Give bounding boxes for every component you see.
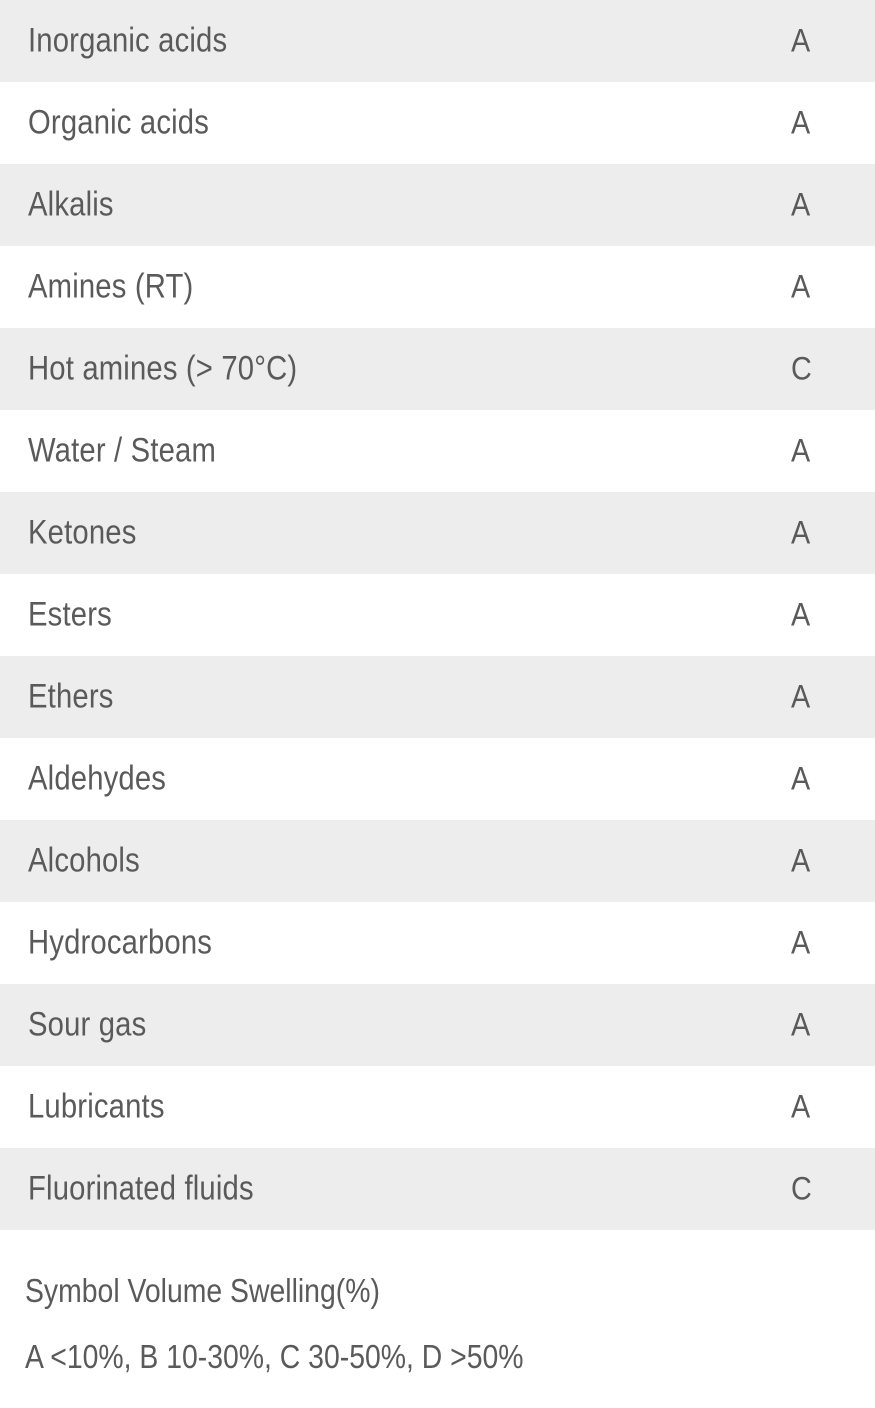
medium-name: Alcohols (28, 841, 140, 880)
table-row (0, 246, 875, 328)
resistance-rating: A (791, 104, 811, 141)
resistance-rating: A (791, 268, 811, 305)
medium-name: Hydrocarbons (28, 923, 213, 962)
resistance-rating: A (791, 1088, 811, 1125)
medium-name: Ketones (28, 513, 137, 552)
table-row (0, 164, 875, 246)
medium-name: Fluorinated fluids (28, 1169, 254, 1208)
resistance-rating: A (791, 186, 811, 223)
table-row (0, 410, 875, 492)
table-row (0, 82, 875, 164)
resistance-rating: A (791, 22, 811, 59)
medium-name: Sour gas (28, 1005, 147, 1044)
medium-name: Hot amines (> 70°C) (28, 349, 298, 388)
table-row (0, 574, 875, 656)
resistance-rating: A (791, 1006, 811, 1043)
table-row (0, 820, 875, 902)
resistance-rating: A (791, 432, 811, 469)
medium-name: Water / Steam (28, 431, 217, 470)
resistance-rating: A (791, 596, 811, 633)
medium-name: Amines (RT) (28, 267, 194, 306)
resistance-rating: A (791, 760, 811, 797)
medium-name: Inorganic acids (28, 21, 228, 60)
table-row (0, 1148, 875, 1230)
table-row (0, 738, 875, 820)
medium-name: Alkalis (28, 185, 114, 224)
resistance-rating: A (791, 842, 811, 879)
resistance-rating: C (791, 350, 812, 387)
table-row (0, 492, 875, 574)
table-row (0, 328, 875, 410)
resistance-rating: A (791, 514, 811, 551)
resistance-rating: A (791, 678, 811, 715)
table-row (0, 902, 875, 984)
medium-name: Lubricants (28, 1087, 165, 1126)
medium-name: Ethers (28, 677, 114, 716)
resistance-rating: A (791, 924, 811, 961)
table-row (0, 656, 875, 738)
medium-name: Aldehydes (28, 759, 167, 798)
medium-name: Esters (28, 595, 112, 634)
medium-name: Organic acids (28, 103, 210, 142)
resistance-rating: C (791, 1170, 812, 1207)
table-row (0, 1066, 875, 1148)
legend-title: Symbol Volume Swelling(%) (25, 1272, 380, 1309)
legend-scale: A <10%, B 10-30%, C 30-50%, D >50% (25, 1338, 524, 1375)
table-row (0, 0, 875, 82)
table-row (0, 984, 875, 1066)
